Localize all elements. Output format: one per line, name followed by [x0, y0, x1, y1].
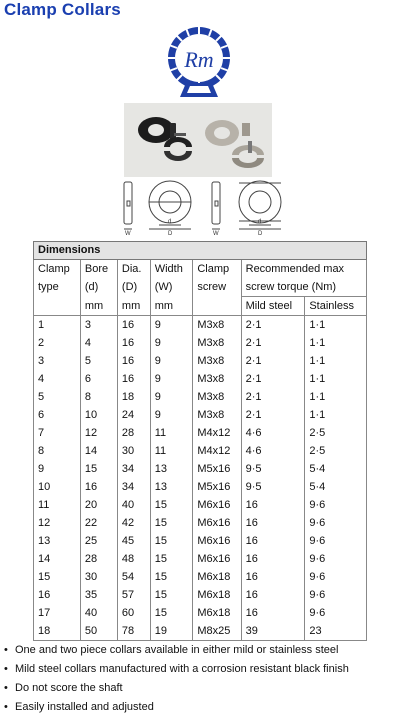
svg-text:d: d	[258, 219, 262, 225]
cell-stainless-torque: 1·1	[305, 370, 367, 388]
cell-mild-torque: 2·1	[241, 334, 305, 352]
company-logo	[164, 23, 234, 97]
cell-stainless-torque: 1·1	[305, 352, 367, 370]
cell-screw: M5x16	[193, 460, 241, 478]
cell-stainless-torque: 1·1	[305, 316, 367, 335]
cell-clamp-type: 13	[38, 535, 51, 547]
cell-dia: 18	[117, 388, 150, 406]
cell-mild-torque: 2·1	[241, 370, 305, 388]
cell-bore: 6	[80, 370, 117, 388]
cell-stainless-torque: 1·1	[305, 388, 367, 406]
cell-clamp-type: 15	[38, 571, 51, 583]
table-caption: Dimensions	[34, 242, 367, 260]
cell-width: 15	[150, 604, 193, 622]
header-width-1: Width	[150, 260, 193, 279]
dimensions-table	[33, 241, 367, 641]
cell-clamp-type: 5	[38, 391, 45, 403]
cell-dia: 16	[117, 316, 150, 335]
cell-stainless-torque: 1·1	[305, 334, 367, 352]
header-screw-1: Clamp	[193, 260, 241, 279]
header-clamp-1: Clamp	[38, 263, 70, 275]
table-row	[34, 316, 367, 335]
notes-list	[4, 641, 400, 717]
cell-bore: 50	[80, 622, 117, 641]
cell-stainless-torque: 9·6	[305, 604, 367, 622]
cell-bore: 14	[80, 442, 117, 460]
header-screw-2: screw	[193, 278, 241, 297]
cell-clamp-type: 12	[38, 517, 51, 529]
table-row	[34, 478, 367, 496]
svg-text:W: W	[213, 231, 219, 235]
cell-stainless-torque: 2·5	[305, 442, 367, 460]
cell-clamp-type: 6	[38, 409, 45, 421]
table-row	[34, 514, 367, 532]
cell-width: 13	[150, 460, 193, 478]
cell-screw: M3x8	[193, 352, 241, 370]
table-row	[34, 388, 367, 406]
cell-clamp-type: 3	[38, 355, 45, 367]
cell-bore: 16	[80, 478, 117, 496]
cell-clamp-type: 1	[38, 319, 45, 331]
cell-clamp-type: 14	[38, 553, 51, 565]
cell-bore: 10	[80, 406, 117, 424]
cell-stainless-torque: 9·6	[305, 586, 367, 604]
cell-mild-torque: 9·5	[241, 460, 305, 478]
cell-bore: 28	[80, 550, 117, 568]
cell-dia: 28	[117, 424, 150, 442]
cell-screw: M6x16	[193, 532, 241, 550]
table-row	[34, 622, 367, 641]
table-row	[34, 442, 367, 460]
cell-screw: M3x8	[193, 406, 241, 424]
cell-mild-torque: 9·5	[241, 478, 305, 496]
page-title: Clamp Collars	[4, 0, 121, 19]
cell-dia: 78	[117, 622, 150, 641]
table-row	[34, 370, 367, 388]
cell-stainless-torque: 9·6	[305, 514, 367, 532]
cell-stainless-torque: 5·4	[305, 478, 367, 496]
cell-mild-torque: 2·1	[241, 352, 305, 370]
cell-mild-torque: 16	[241, 532, 305, 550]
cell-dia: 42	[117, 514, 150, 532]
cell-mild-torque: 4·6	[241, 424, 305, 442]
cell-bore: 3	[80, 316, 117, 335]
cell-mild-torque: 2·1	[241, 388, 305, 406]
cell-screw: M3x8	[193, 388, 241, 406]
cell-width: 9	[150, 370, 193, 388]
cell-clamp-type: 18	[38, 625, 51, 637]
table-row	[34, 586, 367, 604]
cell-dia: 34	[117, 478, 150, 496]
cell-clamp-type: 8	[38, 445, 45, 457]
header-bore-2: (d)	[80, 278, 117, 297]
note-item: • Do not score the shaft	[4, 682, 123, 694]
table-row	[34, 568, 367, 586]
cell-width: 9	[150, 352, 193, 370]
cell-clamp-type: 9	[38, 463, 45, 475]
cell-dia: 60	[117, 604, 150, 622]
cell-bore: 30	[80, 568, 117, 586]
table-row	[34, 496, 367, 514]
cell-screw: M6x18	[193, 586, 241, 604]
cell-screw: M6x16	[193, 550, 241, 568]
cell-clamp-type: 11	[38, 499, 50, 511]
cell-screw: M3x8	[193, 316, 241, 335]
header-bore-unit: mm	[80, 297, 117, 316]
cell-width: 15	[150, 514, 193, 532]
cell-stainless-torque: 9·6	[305, 568, 367, 586]
header-torque-1: Recommended max	[241, 260, 366, 279]
cell-screw: M3x8	[193, 334, 241, 352]
cell-clamp-type: 17	[38, 607, 51, 619]
header-bore-1: Bore	[80, 260, 117, 279]
cell-width: 11	[150, 442, 193, 460]
cell-stainless-torque: 9·6	[305, 496, 367, 514]
cell-screw: M8x25	[193, 622, 241, 641]
cell-screw: M5x16	[193, 478, 241, 496]
cell-width: 15	[150, 550, 193, 568]
cell-width: 13	[150, 478, 193, 496]
cell-bore: 4	[80, 334, 117, 352]
cell-clamp-type: 16	[38, 589, 51, 601]
cell-dia: 24	[117, 406, 150, 424]
cell-dia: 45	[117, 532, 150, 550]
cell-stainless-torque: 1·1	[305, 406, 367, 424]
cell-bore: 15	[80, 460, 117, 478]
table-row	[34, 424, 367, 442]
cell-width: 9	[150, 316, 193, 335]
cell-dia: 54	[117, 568, 150, 586]
header-stainless: Stainless	[305, 297, 367, 316]
cell-width: 19	[150, 622, 193, 641]
cell-clamp-type: 4	[38, 373, 45, 385]
cell-width: 15	[150, 586, 193, 604]
svg-text:W: W	[125, 231, 131, 235]
cell-mild-torque: 16	[241, 514, 305, 532]
header-clamp-2: type	[38, 281, 59, 294]
cell-bore: 40	[80, 604, 117, 622]
cell-width: 15	[150, 532, 193, 550]
cell-width: 11	[150, 424, 193, 442]
note-item: • Mild steel collars manufactured with a corrosion resistant black finish	[4, 663, 349, 675]
header-dia-2: (D)	[117, 278, 150, 297]
table-row	[34, 334, 367, 352]
cell-mild-torque: 16	[241, 550, 305, 568]
cell-screw: M3x8	[193, 370, 241, 388]
svg-text:D: D	[168, 231, 173, 235]
logo-lettering: Rm	[184, 47, 214, 72]
cell-dia: 48	[117, 550, 150, 568]
cell-mild-torque: 4·6	[241, 442, 305, 460]
cell-width: 15	[150, 568, 193, 586]
cell-mild-torque: 2·1	[241, 316, 305, 335]
header-dia-unit: mm	[117, 297, 150, 316]
cell-bore: 5	[80, 352, 117, 370]
cell-screw: M6x16	[193, 514, 241, 532]
cell-dia: 16	[117, 334, 150, 352]
cell-dia: 16	[117, 352, 150, 370]
cell-width: 9	[150, 388, 193, 406]
header-dia-1: Dia.	[117, 260, 150, 279]
cell-bore: 25	[80, 532, 117, 550]
cell-dia: 16	[117, 370, 150, 388]
cell-width: 9	[150, 334, 193, 352]
cell-bore: 22	[80, 514, 117, 532]
cell-stainless-torque: 2·5	[305, 424, 367, 442]
table-row	[34, 532, 367, 550]
cell-bore: 35	[80, 586, 117, 604]
cell-bore: 8	[80, 388, 117, 406]
cell-stainless-torque: 9·6	[305, 532, 367, 550]
note-item: • Easily installed and adjusted	[4, 701, 154, 713]
svg-text:d: d	[168, 219, 172, 225]
cell-screw: M6x18	[193, 604, 241, 622]
cell-dia: 34	[117, 460, 150, 478]
cell-mild-torque: 16	[241, 568, 305, 586]
cell-dia: 30	[117, 442, 150, 460]
table-row	[34, 352, 367, 370]
cell-dia: 57	[117, 586, 150, 604]
table-row	[34, 460, 367, 478]
cell-width: 15	[150, 496, 193, 514]
cell-screw: M6x16	[193, 496, 241, 514]
cell-clamp-type: 2	[38, 337, 45, 349]
cell-screw: M4x12	[193, 442, 241, 460]
svg-text:D: D	[258, 231, 263, 235]
cell-screw: M6x18	[193, 568, 241, 586]
cell-mild-torque: 39	[241, 622, 305, 641]
table-row	[34, 604, 367, 622]
header-mild-steel: Mild steel	[241, 297, 305, 316]
cell-width: 9	[150, 406, 193, 424]
header-torque-2: screw torque (Nm)	[241, 278, 366, 297]
cell-stainless-torque: 5·4	[305, 460, 367, 478]
cell-clamp-type: 7	[38, 427, 45, 439]
cell-screw: M4x12	[193, 424, 241, 442]
note-item: • One and two piece collars available in either mild or stainless steel	[4, 644, 339, 656]
header-width-unit: mm	[150, 297, 193, 316]
table-row	[34, 406, 367, 424]
cell-bore: 12	[80, 424, 117, 442]
cell-dia: 40	[117, 496, 150, 514]
cell-bore: 20	[80, 496, 117, 514]
cell-mild-torque: 2·1	[241, 406, 305, 424]
table-row	[34, 550, 367, 568]
cell-mild-torque: 16	[241, 604, 305, 622]
cell-stainless-torque: 9·6	[305, 550, 367, 568]
cell-clamp-type: 10	[38, 481, 51, 493]
dimension-drawings	[118, 178, 298, 235]
cell-mild-torque: 16	[241, 586, 305, 604]
header-width-2: (W)	[150, 278, 193, 297]
cell-mild-torque: 16	[241, 496, 305, 514]
product-photo	[124, 103, 272, 177]
cell-stainless-torque: 23	[305, 622, 367, 641]
